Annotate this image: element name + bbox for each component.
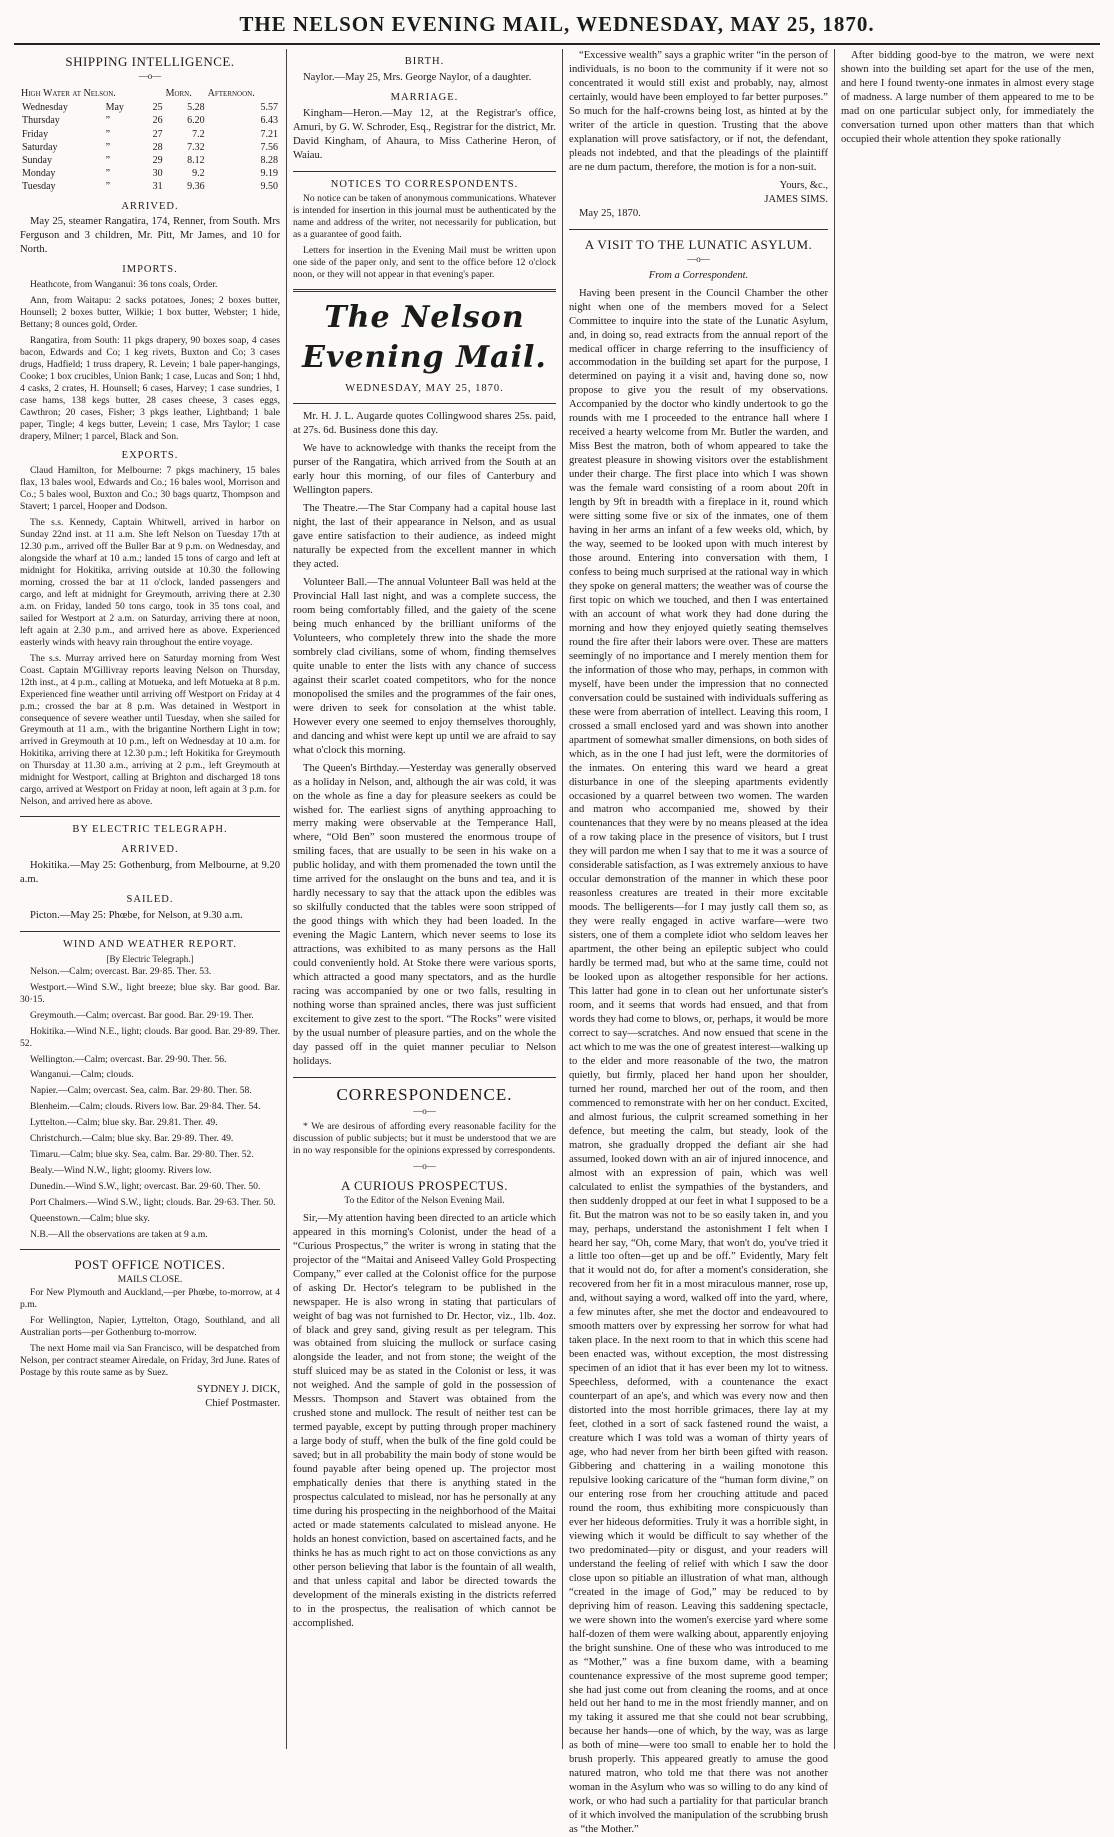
column-1 [14, 49, 286, 1749]
separator: —o— [413, 1161, 436, 1172]
tide-cell-aft: 9.19 [260, 168, 278, 180]
telegraph-arrived: Hokitika.—May 25: Gothenburg, from Melbourne, at 9.20 a.m. [20, 860, 280, 886]
birth-text: Naylor.—May 25, Mrs. George Naylor, of a daughter. [303, 71, 532, 83]
tide-header-morn: Morn. [165, 88, 192, 100]
editorial-para: The Theatre.—The Star Company had a capital house last night, the last of their appearance in Nelson, and as usual gave entire satisfaction to their audience, as indeed might naturally be expected from the excellent manner in which they acted. [293, 503, 556, 571]
tide-cell-morn: 8.12 [187, 154, 205, 166]
divider [20, 1249, 280, 1250]
tide-cell-day: Tuesday [22, 181, 56, 193]
separator: —o— [413, 1106, 436, 1117]
divider [293, 403, 556, 404]
tide-cell-morn: 7.32 [187, 141, 205, 153]
column-3 [562, 49, 834, 1836]
editorial-para: Mr. H. J. L. Augarde quotes Collingwood shares 25s. paid, at 27s. 6d. Business done this day. [293, 411, 556, 437]
tide-row [20, 141, 280, 154]
tide-cell-date: 28 [152, 141, 163, 153]
weather-entry: Christchurch.—Calm; blue sky. Bar. 29·89. Ther. 49. [30, 1133, 234, 1145]
exports-block [20, 465, 280, 809]
weather-entry: Queenstown.—Calm; blue sky. [30, 1213, 150, 1225]
divider [20, 816, 280, 817]
editorial-para: Volunteer Ball.—The annual Volunteer Ball was held at the Provincial Hall last night, and was a complete success, the room being comfortably filled, and the gaiety of the scene being much enhanced by the brilliant uniforms of the Volunteers, who completely threw into the shade the more sombrely clad civilians, some of whom, finding themselves quite unable to enter the lists with any chance of success against their scarlet coated competitors, who for the nonce monopolised the smiles and the programmes of the fair ones, were driven to seek for consolation at the whist table. However every one seemed to enjoy themselves thoroughly, and dancing and whist were kept up until we are afraid to say what o'clock this morning. [293, 577, 556, 756]
paper-name: The Nelson Evening Mail. [302, 300, 547, 375]
weather-entry: Nelson.—Calm; overcast. Bar. 29·85. Ther. 53. [30, 965, 212, 977]
letter-title: A CURIOUS PROSPECTUS. [341, 1178, 508, 1194]
letter-para: “Excessive wealth” says a graphic writer “in the person of individuals, is no boon to the community if it were not so concentrated it would still exist and probably, nay, almost certainly, would have been employed to far better purposes.” So much for the half-crowns being lost, as hinted at by the writer of the article in question. Trusting that the above explanation will prove satisfactory, or if not, the defendant, pleads not indebted, and that the pleadings of the plaintiff are ne dum pactum, therefore, the motion is for a non-suit. [569, 50, 828, 173]
import-item: Ann, from Waitapu: 2 sacks potatoes, Jones; 2 boxes butter, Hounsell; 2 boxes butter, Wilkie; 1 box butter, Webster; 1 hide, Bettany; 8 ounces gold, Order. [20, 295, 280, 331]
tide-cell-date: 29 [152, 154, 163, 166]
birth-title: BIRTH. [404, 56, 445, 67]
shipping-title: SHIPPING INTELLIGENCE. [65, 54, 235, 69]
tide-cell-month: May [105, 102, 124, 114]
correspondence-title: CORRESPONDENCE. [336, 1084, 513, 1104]
visit-para: Having been present in the Council Chamber the other night when one of the members moved for a Select Committee to inquire into the state of the Lunatic Asylum, and, in doing so, read extracts from the annual report of the medical officer in charge referring to the insufficiency of accommodation in the building set apart for the purpose, I determined on paying it a visit and, having done so, now propose to give you the result of my observations. Accompanied by the doctor who kindly undertook to go the rounds with me I proceeded to the entrance hall where I received a hearty welcome from Mr. Butler the warden, and Miss Best the matron, both of whom appeared to take the greatest pleasure in showing visitors over the establishment under their charge. The first place into which I was shown was the female ward consisting of a room about 20ft in length by 9ft in breadth with a fireplace in it, round which were sitting some five or six of the inmates, one of them having in her arms an infant of a few weeks old, which, by the way, seemed to be looked upon with much interest by those around. Entering into conversation with them, I confess to being much surprised at the rational way in which they spoke on general matters; the weather was of course the first topic on which we touched, and then I was entertained with an account of what work they had done during the morning and how they enjoyed quietly seating themselves round the fire after their labors were over. These are matters seemingly of no importance and I merely mention them for the information of those who may, perhaps, in common with myself, have been under the impression that no connected conversation could be sustained with individuals suffering as these were from aberration of intellect. Leaving this room, I crossed a small enclosed yard and was shown into another apartment of somewhat smaller dimensions, on both sides of which, as in the one I had just left, were the dormitories of the inmates. On entering this ward we heard a great disturbance in one of the sleeping apartments evidently occasioned by a quarrel between two women. The warden and matron who accompanied me, showed by their countenances that they were by no means pleased at the idea of a row taking place in the presence of visitors, but I trust they will pardon me when I say that to me it was a source of considerable satisfaction, as I was extremely anxious to have occular demonstration of the manner in which these poor reasonless creatures are treated in their more excitable moods. The belligerents—for I may justly call them so, as they were really engaged in active warfare—were two sisters, one of them a complete idiot who seldom leaves her apartment, the other being an epileptic subject who could hardly be termed mad, but who at the same time, could not be looked upon as altogether responsible for her actions. This latter had gone in to clean out her unfortunate sister's room, and it seems that words had ensued, and that from words they had come to blows, or, perhaps, it would be more correct to say—scratches. And now ensued that scene in the act which to me was the one of greatest interest—walking up to the elder and more reasonable of the two, the matron quietly, but firmly, placed her hand upon her shoulder, turned her round, marched her out of the room, and then commenced to remonstrate with her on her conduct. Excited, and almost furious, the culprit screamed something in her defence, but meeting the calm, but steady, look of the matron, she gradually dropped the defiant air she had assumed, looked down with an air of injured innocence, and almost with an expression of pain, which was well calculated to enlist the sympathies of the bystanders, and then suddenly dropped at our feet in what I supposed to be a fit. But the matron was not to be so easily taken in, and you may, perhaps, understand the astonishment I felt when I heard her say, “Oh, come Mary, that won't do, you've tried it a little too often—get up and be off.” Evidently, Mary felt that it would not do, for after a moment's consideration, she recovered from her fit in a most miraculous manner, rose up, and, without saying a word, walked off into the yard, where, a few minutes after, she met the doctor and endeavoured to smooth matters over by expressing her sorrow for what had taken place. In the next room to that in which this scene had been enacted was, without exception, the most distressing specimen of an idiot that it has ever been my lot to witness. Speechless, deformed, with a countenance the exact counterpart of an ape's, and which was every now and then distorted into the most horrible grimaces, there lay at my feet, clothed in a sort of sack fastened round the waist, a creature which I was told was a woman of thirty years of age, who had never from her birth been gifted with reason. Gibbering and chattering in a wailing monotone this repulsive looking caricature of the “human form divine,” on our entering rose from her crouching attitude and paced round the room, thus exhibiting more conspicuously than ever her hideous deformities. Truly it was a horrible sight, in viewing which it would be difficult to say whether of the two predominated—pity or disgust, and your readers will understand the feeling of relief with which I saw the door close upon so pitiable an illustration of what man, although “created in the image of God,” may be reduced to by depriving him of reason. Leaving this saddening spectacle, we were shown into the women's exercise yard where some half-dozen of them were walking about, apparently enjoying the bright sunshine. One of these who was introduced to me as “Mother,” was a fine buxom dame, with a beaming countenance expressive of the most supreme good temper; she had just come out from cleaning the rooms, and at once held out her hand to me in the most friendly manner, and on my taking it assured me that she could not bear scrubbing, because her hands—one of which, by the way, was as large as both of mine—were too small to enable her to hold the brush properly. This appeared greatly to amuse the good natured matron, who told me that there was not another woman in the Asylum who was so willing to do any kind of work, or who had such a partiality for that particular branch of it which involved the manipulation of the scrubbing brush as “the Mother.” [569, 287, 828, 1836]
import-item: Rangatira, from South: 11 pkgs drapery, 90 boxes soap, 4 cases bacon, Edwards and Co; 1 keg rivets, Buxton and Co; 3 cases drugs, Hadfield; 1 truss drapery, R. Levein; 1 bale paper-hangings, Cooke; 1 box crucibles, Union Bank; 1 case, Lucas and Son; 1 hhd, 4 casks, 2 crates, H. Hounsell; 6 cases, Harvey; 1 case sundries, 1 case hams, 138 kegs butter, 28 cases cheese, 3 cases eggs, Cawthron; 20 cases, Fisher; 3 pkgs leather, Lightband; 1 bale paper, Tingle; 4 kegs butter, Levein; 1 case, Mrs Taylor; 1 case drapery, Milner; 1 parcel, Black and Son. [20, 335, 280, 442]
post-sub: MAILS CLOSE. [117, 1275, 183, 1286]
tide-cell-date: 30 [152, 168, 163, 180]
tide-header-label: High Water at Nelson. [21, 88, 116, 100]
masthead-rule [14, 43, 1100, 45]
tide-cell-day: Saturday [22, 141, 58, 153]
weather-entry: Wellington.—Calm; overcast. Bar. 29·90. Ther. 56. [30, 1053, 227, 1065]
tide-cell-day: Wednesday [22, 102, 68, 114]
tide-cell-month: ” [105, 128, 111, 140]
weather-sub: [By Electric Telegraph.] [106, 953, 194, 964]
arrived-text: May 25, steamer Rangatira, 174, Renner, from South. Mrs Ferguson and 3 children, Mr. Pitt, Mr James, and 10 for North. [20, 216, 280, 256]
weather-title: WIND AND WEATHER REPORT. [62, 938, 238, 950]
tide-cell-date: 25 [152, 102, 163, 114]
tide-row [20, 167, 280, 180]
tide-cell-aft: 5.57 [260, 102, 278, 114]
notice-para: No notice can be taken of anonymous communications. Whatever is intended for insertion in this journal must be authenticated by the name and address of the writer, not necessarily for publication, but as a guarantee of good faith. [293, 193, 556, 241]
tide-cell-date: 31 [152, 181, 163, 193]
tide-row [20, 114, 280, 127]
marriage-text: Kingham—Heron.—May 12, at the Registrar's office, Amuri, by G. W. Schroder, Esq., Registrar for the district, Mr. David Kingham, of Ahaura, to Miss Catherine Heron, of Waiau. [293, 107, 556, 161]
telegraph-sailed: Picton.—May 25: Phœbe, for Nelson, at 9.30 a.m. [30, 909, 243, 921]
shipping-report: The s.s. Murray arrived here on Saturday morning from West Coast. Captain M'Gillivray reports leaving Nelson on Thursday, 12th inst., at 4 p.m., calling at Motueka, and left Motueka at 8 p.m. Experienced fine weather until arriving off Westport on Friday at 4 p.m.; crossed the bar at 8 p.m. Was detained in Westport in consequence of severe weather until Tuesday, when she sailed for Greymouth at 11 a.m., with the brigantine Northern Light in tow; arrived in Greymouth at 10 p.m., left on Wednesday at 10 a.m. for Hokitika, arriving there at 12.30 p.m.; left Hokitika for Greymouth on Thursday at 11.30 a.m., arriving at 2 p.m., left Greymouth at midnight for Westport, calling at Brighton and discharged 18 tons cargo, arrived at Westport on Friday at noon, left again at 3 p.m. for Nelson, and arrived here as above. [20, 652, 280, 808]
tide-cell-morn: 6.20 [187, 115, 205, 127]
tide-cell-aft: 6.43 [260, 115, 278, 127]
tide-cell-aft: 7.21 [260, 128, 278, 140]
editorial-para: The Queen's Birthday.—Yesterday was generally observed as a holiday in Nelson, and, although the air was cold, it was on the whole as fine a day for pleasure seekers as could be wished for. The earliest signs of anything approaching to merry making were observable at the Temperance Hall, where, “Old Ben” soon mustered the enormous troupe of smiling faces, that are usually to be seen in his wake on a public holiday, and with them promenaded the town until the time arrived for the onslaught on the buns and tea, and it is hardly necessary to say that the attack upon the edibles was so skilfully conducted that the tables were soon stripped of the good things with which they had been loaded. In the evening the Magic Lantern, which never seems to lose its attractions, was exhibited to as many persons as the Hall could conveniently hold. At Stoke there were various sports, which attracted a good many spectators, and as the hurdle racing was accompanied by one or two falls, resulting in nothing worse than sprained ancles, there was just sufficient excitement to give zest to the sport. “The Rocks” were visited by the usual number of pleasure parties, and on the whole the day passed off in the quiet manner peculiar to Nelson holidays. [293, 762, 556, 1067]
marriage-title: MARRIAGE. [390, 91, 459, 103]
weather-entry: Hokitika.—Wind N.E., light; clouds. Bar good. Bar. 29·89. Ther. 52. [20, 1025, 280, 1049]
divider [293, 1077, 556, 1078]
weather-list [20, 966, 280, 1226]
notices-title: NOTICES TO CORRESPONDENTS. [330, 178, 519, 190]
weather-entry: Blenheim.—Calm; clouds. Rivers low. Bar. 29·84. Ther. 54. [30, 1101, 261, 1113]
tide-cell-morn: 9.2 [192, 168, 205, 180]
paper-date: WEDNESDAY, MAY 25, 1870. [345, 382, 504, 394]
weather-entry: Wanganui.—Calm; clouds. [30, 1069, 134, 1081]
masthead: THE NELSON EVENING MAIL, WEDNESDAY, MAY 25, 1870. [239, 12, 875, 36]
separator: —o— [687, 253, 710, 264]
tide-cell-month: ” [105, 141, 111, 153]
divider [293, 289, 556, 292]
tide-cell-month: ” [105, 115, 111, 127]
imports-head: IMPORTS. [122, 264, 178, 276]
tide-cell-month: ” [105, 168, 111, 180]
tide-cell-day: Monday [22, 168, 56, 180]
post-items [20, 1287, 280, 1379]
weather-entry: Napier.—Calm; overcast. Sea, calm. Bar. 29·80. Ther. 58. [30, 1085, 252, 1097]
tide-row [20, 128, 280, 141]
weather-note: N.B.—All the observations are taken at 9 a.m. [30, 1229, 208, 1241]
notices-body [293, 193, 556, 281]
editorial-para: We have to acknowledge with thanks the receipt from the purser of the Rangatira, which arrived from the South at an early hour this morning, of our files of Canterbury and Wellington papers. [293, 443, 556, 497]
tide-row [20, 180, 280, 193]
tide-row [20, 101, 280, 114]
column-2 [286, 49, 562, 1749]
visit-para: After bidding good-bye to the matron, we were next shown into the building set apart for the use of the men, and here I found twenty-one inmates in almost every stage of madness. A large number of them appeared to me to be mad on one particular subject only, for immediately the conversation turned upon other matters than that which occupied their whole attention they spoke rationally [841, 50, 1094, 145]
tide-row [20, 154, 280, 167]
tide-cell-aft: 8.28 [260, 154, 278, 166]
tide-cell-month: ” [105, 181, 111, 193]
letter-para: Sir,—My attention having been directed to an article which appeared in this morning's Colonist, under the head of a “Curious Prospectus,” the writer is wrong in stating that the projector of the “Maitai and Aniseed Valley Gold Prospecting Company,” ever called at the Colonist office for the purpose of asking Dr. Hector's telegram to be published in the newspaper. He is also wrong in stating that particulars of weight of bag was not furnished to Dr. Hector, viz., 1lb. 4oz. of black and grey sand, giving result as per telegram. This was obtained from sluicing the mullock or surface casing alongside the leader, and not from stone; the weight of the stuff sluiced may be as stated in the Colonist or less, it was not weighed. And the sample of gold in the possession of Messrs. Thompson and Stavert was obtained from the crushed stone and mullock. The result of neither test can be termed payable, except by putting through proper machinery a large body of stuff, when the bulk of the fine gold could be saved; but in all probability the main body of stone would be found payable after being opened up. The projector most emphatically denies that there is anything stated in the prospectus calculated to mislead, nor has he personally at any time during his prospecting in the neighborhood of the Maitai acted or made statements calculated to mislead anyone. He holds an honest conviction, based on ascertained facts, and he thinks he has as much right to act on those convictions as any other person believing that labor is the fountain of all wealth, and that unless capital and labor be directed towards the development of the minerals existing in the districts referred to in the prospectus, the realisation of which cannot be accomplished. [293, 1212, 556, 1629]
telegraph-arrived-head: ARRIVED. [121, 844, 179, 856]
tide-cell-morn: 9.36 [187, 181, 205, 193]
weather-entry: Bealy.—Wind N.W., light; gloomy. Rivers low. [30, 1165, 212, 1177]
tide-cell-morn: 5.28 [187, 102, 205, 114]
tide-cell-date: 27 [152, 128, 163, 140]
tide-cell-aft: 9.50 [260, 181, 278, 193]
divider [293, 171, 556, 172]
imports-list [20, 279, 280, 443]
letter-signer: JAMES SIMS. [764, 193, 828, 205]
letter-closing: Yours, &c., [779, 179, 828, 191]
post-item: For New Plymouth and Auckland,—per Phœbe, to-morrow, at 4 p.m. [20, 1287, 280, 1310]
tide-cell-date: 26 [152, 115, 163, 127]
tide-cell-day: Sunday [22, 154, 52, 166]
weather-entry: Port Chalmers.—Wind S.W., light; clouds. Bar. 29·63. Ther. 50. [30, 1197, 276, 1209]
weather-entry: Dunedin.—Wind S.W., light; overcast. Bar. 29·60. Ther. 50. [30, 1181, 261, 1193]
column-4 [834, 49, 1100, 1749]
postmaster-title: Chief Postmaster. [205, 1397, 280, 1409]
divider [20, 931, 280, 932]
visit-title: A VISIT TO THE LUNATIC ASYLUM. [584, 236, 813, 252]
columns [14, 49, 1100, 1836]
import-item: Heathcote, from Wanganui: 36 tons coals, Order. [30, 279, 218, 291]
weather-entry: Timaru.—Calm; blue sky. Sea, calm. Bar. 29·80. Ther. 52. [30, 1149, 254, 1161]
visit-byline: From a Correspondent. [648, 269, 749, 281]
tide-table [20, 86, 280, 194]
letter-addressee: To the Editor of the Nelson Evening Mail. [344, 1196, 505, 1207]
shipping-report: The s.s. Kennedy, Captain Whitwell, arrived in harbor on Sunday 22nd inst. at 11 a.m. She left Nelson on Tuesday 17th at 12.30 p.m., arrived off the Buller Bar at 9 p.m. on Wednesday, and alongside the wharf at 10 a.m.; landed 15 tons of cargo and left at midnight for Hokitika, arriving outside at 10.30 the following morning, crossed the bar at 11 o'clock, landed passengers and cargo, and left at midnight for Greymouth, arriving there at 2.30 a.m. on Friday, landed 50 tons cargo, took in 35 tons coal, and sailed for Westport at 2 a.m. on Saturday, arriving there at noon, left again at 2.30 p.m., and arrived here as above. Experienced easterly winds with heavy rain throughout the entire voyage. [20, 516, 280, 648]
notice-para: Letters for insertion in the Evening Mail must be written upon one side of the paper only, and sent to the office before 12 o'clock noon, or they will not appear in that evening's paper. [293, 245, 556, 281]
telegraph-sailed-head: SAILED. [126, 894, 174, 906]
tide-cell-aft: 7.56 [260, 141, 278, 153]
tide-cell-month: ” [105, 154, 111, 166]
tide-header-row [20, 86, 280, 101]
exports-text: Claud Hamilton, for Melbourne: 7 pkgs machinery, 15 bales flax, 13 bales wool, Edwards and Co.; 16 bales wool, Morrison and Co.; 5 bales wool, Buxton and Co.; 30 bags quartz, Thompson and Stavert; 1 parcel, Hooper and Dodson. [20, 464, 280, 512]
exports-head: EXPORTS. [121, 449, 179, 461]
arrived-head: ARRIVED. [121, 200, 179, 212]
post-item: The next Home mail via San Francisco, will be despatched from Nelson, per contract steamer Airedale, on Friday, 3rd June. Rates of Postage by this route same as by Suez. [20, 1342, 280, 1378]
tide-cell-day: Thursday [22, 115, 60, 127]
tide-header-afternoon: Afternoon. [207, 88, 255, 100]
postmaster-name: SYDNEY J. DICK, [196, 1383, 280, 1395]
separator: —o— [138, 71, 162, 82]
tide-cell-morn: 7.2 [192, 128, 205, 140]
weather-entry: Greymouth.—Calm; overcast. Bar good. Bar. 29·19. Ther. [30, 1009, 254, 1021]
weather-entry: Westport.—Wind S.W., light breeze; blue sky. Bar good. Bar. 30·15. [20, 981, 280, 1005]
divider [569, 229, 828, 230]
tide-body [20, 101, 280, 193]
correspondence-disclaimer: * We are desirous of affording every reasonable facility for the discussion of public subjects; but it must be understood that we are in no way responsible for the opinions expressed by correspondents. [293, 1121, 556, 1157]
post-title: POST OFFICE NOTICES. [74, 1257, 226, 1273]
post-item: For Wellington, Napier, Lyttelton, Otago, Southland, and all Australian ports—per Gothenburg to-morrow. [20, 1314, 280, 1338]
tide-cell-day: Friday [22, 128, 49, 140]
weather-entry: Lyttelton.—Calm; blue sky. Bar. 29.81. Ther. 49. [30, 1117, 218, 1129]
letter-date: May 25, 1870. [579, 207, 641, 219]
telegraph-title: BY ELECTRIC TELEGRAPH. [72, 824, 228, 836]
